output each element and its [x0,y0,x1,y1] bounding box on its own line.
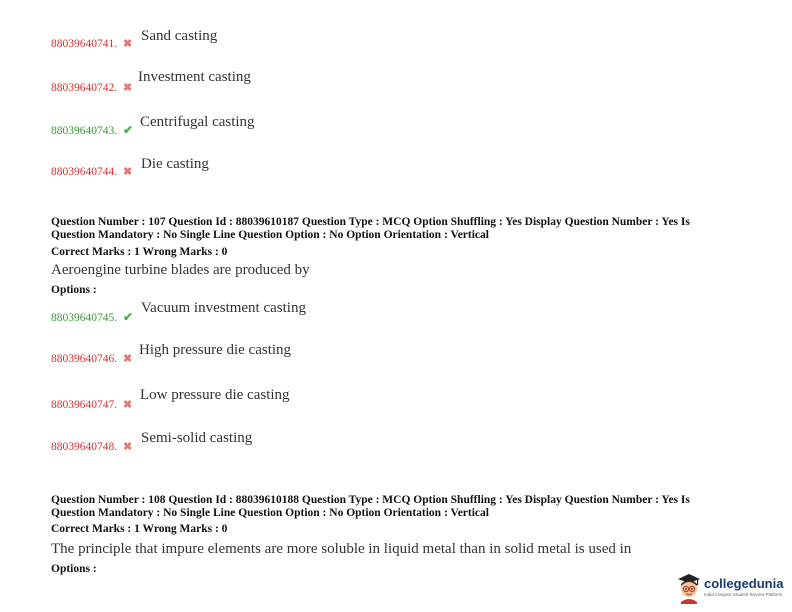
wrong-mark-icon: ✖ [123,82,133,94]
marks-info: Correct Marks : 1 Wrong Marks : 0 [51,246,228,258]
options-label: Options : [51,284,97,296]
logo-tagline: India's largest Student Review Platform [704,592,783,597]
collegedunia-logo [676,572,788,606]
question-metadata [51,216,741,242]
option-id: 88039640746. [51,353,118,365]
option-id: 88039640745. [51,312,118,324]
option-id: 88039640742. [51,82,118,94]
option-text: Die casting [141,156,209,172]
option-text: Investment casting [138,69,251,85]
wrong-mark-icon: ✖ [123,38,133,50]
question-text: The principle that impure elements are more soluble in liquid metal than in solid metal is used in [51,541,632,557]
options-label: Options : [51,563,97,575]
logo-wordmark: collegedunia [704,576,784,591]
metadata-line: Question Number : 107 Question Id : 88039610187 Question Type : MCQ Option Shuffling : Yes Display Question Number : Yes Is [51,216,690,228]
check-mark-icon: ✔ [123,123,134,137]
option-id: 88039640744. [51,166,118,178]
metadata-line: Question Mandatory : No Single Line Question Option : No Option Orientation : Vertical [51,507,489,519]
wrong-mark-icon: ✖ [123,166,133,178]
option-id: 88039640748. [51,441,118,453]
wrong-mark-icon: ✖ [123,441,133,453]
option-id: 88039640743. [51,125,118,137]
metadata-line: Question Number : 108 Question Id : 88039610188 Question Type : MCQ Option Shuffling : Yes Display Question Number : Yes Is [51,494,690,506]
option-text: Sand casting [141,28,218,44]
option-text: Low pressure die casting [140,387,290,403]
option-text: Semi-solid casting [141,430,253,446]
option-id: 88039640747. [51,399,118,411]
option-text: Vacuum investment casting [141,300,306,316]
student-mascot-icon [676,572,702,604]
question-metadata [51,494,741,520]
wrong-mark-icon: ✖ [123,353,133,365]
marks-info: Correct Marks : 1 Wrong Marks : 0 [51,523,228,535]
option-text: Centrifugal casting [140,114,255,130]
option-text: High pressure die casting [139,342,292,358]
wrong-mark-icon: ✖ [123,399,133,411]
question-text: Aeroengine turbine blades are produced by [51,262,310,278]
option-id: 88039640741. [51,38,118,50]
check-mark-icon: ✔ [123,310,134,324]
metadata-line: Question Mandatory : No Single Line Question Option : No Option Orientation : Vertical [51,229,489,241]
